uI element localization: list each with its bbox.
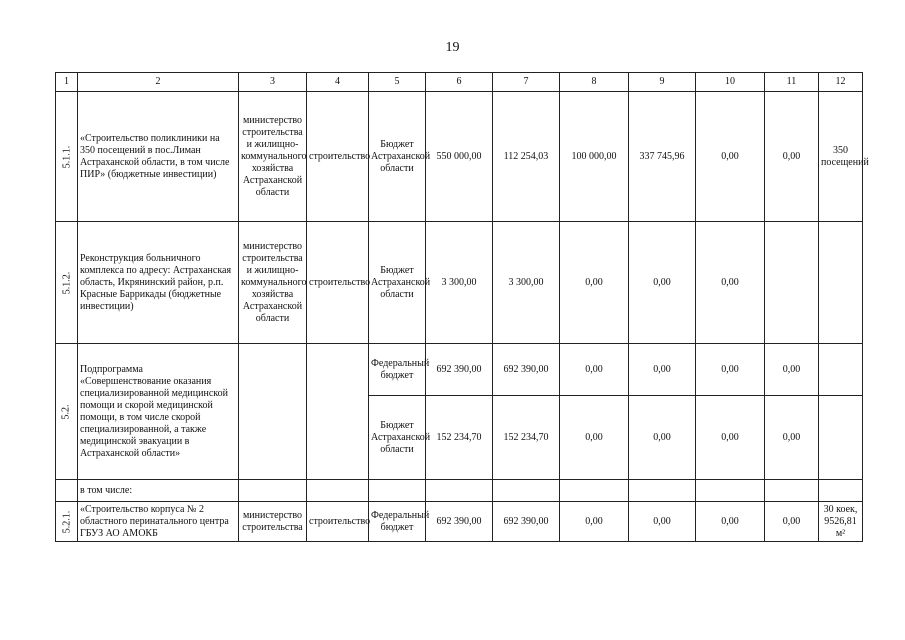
header-cell: 1 <box>56 73 78 92</box>
table-row <box>56 344 863 396</box>
row-number <box>56 480 78 502</box>
value-col9: 0,00 <box>629 502 696 542</box>
value-col7: 3 300,00 <box>493 222 560 344</box>
row-number: 5.1.2. <box>56 222 78 344</box>
activity-name: «Строительство поликлиники на 350 посещений в пос.Лиман Астраханской области, в том числе ПИР» (бюджетные инвестиции) <box>78 92 239 222</box>
value-col10: 0,00 <box>696 344 765 396</box>
table-row <box>56 502 863 542</box>
indicator <box>819 344 863 396</box>
executor: министерство строительства <box>239 502 307 542</box>
header-cell: 10 <box>696 73 765 92</box>
row-number: 5.2.1. <box>56 502 78 542</box>
value-col8: 0,00 <box>560 222 629 344</box>
value-total: 692 390,00 <box>426 502 493 542</box>
row-number: 5.1.1. <box>56 92 78 222</box>
value-col8: 0,00 <box>560 344 629 396</box>
funding-source: Бюджет Астраханской области <box>369 92 426 222</box>
value-col11: 0,00 <box>765 344 819 396</box>
value-col11: 0,00 <box>765 396 819 480</box>
value-col11: 0,00 <box>765 92 819 222</box>
header-cell: 5 <box>369 73 426 92</box>
header-cell: 8 <box>560 73 629 92</box>
header-cell: 6 <box>426 73 493 92</box>
executor <box>239 344 307 480</box>
table-row <box>56 480 863 502</box>
activity-name: «Строительство корпуса № 2 областного перинатального центра ГБУЗ АО АМОКБ <box>78 502 239 542</box>
funding-source: Федеральный бюджет <box>369 344 426 396</box>
header-cell: 2 <box>78 73 239 92</box>
work-type: строительство <box>307 92 369 222</box>
value-col7: 692 390,00 <box>493 344 560 396</box>
header-row <box>56 73 863 92</box>
activity-name: Подпрограмма «Совершенствование оказания специализированной медицинской помощи и скорой медицинской помощи, в том числе скорой специализированной, а также медицинской эвакуации в Астраханской области» <box>78 344 239 480</box>
header-cell: 11 <box>765 73 819 92</box>
activity-name: Реконструкция больничного комплекса по адресу: Астраханская область, Икрянинский район, р.п. Красные Баррикады (бюджетные инвестиции) <box>78 222 239 344</box>
value-col11 <box>765 222 819 344</box>
value-col7: 152 234,70 <box>493 396 560 480</box>
work-type <box>307 344 369 480</box>
value-col10: 0,00 <box>696 502 765 542</box>
indicator: 30 коек, 9526,81 м² <box>819 502 863 542</box>
executor: министерство строительства и жилищно-коммунального хозяйства Астраханской области <box>239 92 307 222</box>
value-col9: 0,00 <box>629 396 696 480</box>
header-cell: 3 <box>239 73 307 92</box>
subsection-label: в том числе: <box>78 480 239 502</box>
value-col10: 0,00 <box>696 92 765 222</box>
value-col7: 112 254,03 <box>493 92 560 222</box>
funding-source: Бюджет Астраханской области <box>369 396 426 480</box>
value-col8: 100 000,00 <box>560 92 629 222</box>
value-col10: 0,00 <box>696 222 765 344</box>
row-number: 5.2. <box>56 344 78 480</box>
value-col11: 0,00 <box>765 502 819 542</box>
value-col9: 0,00 <box>629 344 696 396</box>
value-total: 692 390,00 <box>426 344 493 396</box>
funding-source: Бюджет Астраханской области <box>369 222 426 344</box>
value-col8: 0,00 <box>560 502 629 542</box>
indicator: 350 посещений <box>819 92 863 222</box>
header-cell: 4 <box>307 73 369 92</box>
table-row <box>56 92 863 222</box>
table-row <box>56 222 863 344</box>
value-total: 550 000,00 <box>426 92 493 222</box>
work-type: строительство <box>307 222 369 344</box>
value-col9: 0,00 <box>629 222 696 344</box>
value-col9: 337 745,96 <box>629 92 696 222</box>
program-table <box>55 72 869 542</box>
value-col8: 0,00 <box>560 396 629 480</box>
header-cell: 9 <box>629 73 696 92</box>
indicator <box>819 396 863 480</box>
executor: министерство строительства и жилищно-коммунального хозяйства Астраханской области <box>239 222 307 344</box>
value-col7: 692 390,00 <box>493 502 560 542</box>
page-number: 19 <box>445 40 460 55</box>
value-total: 152 234,70 <box>426 396 493 480</box>
value-total: 3 300,00 <box>426 222 493 344</box>
indicator <box>819 222 863 344</box>
header-cell: 7 <box>493 73 560 92</box>
value-col10: 0,00 <box>696 396 765 480</box>
work-type: строительство <box>307 502 369 542</box>
funding-source: Федеральный бюджет <box>369 502 426 542</box>
header-cell: 12 <box>819 73 863 92</box>
